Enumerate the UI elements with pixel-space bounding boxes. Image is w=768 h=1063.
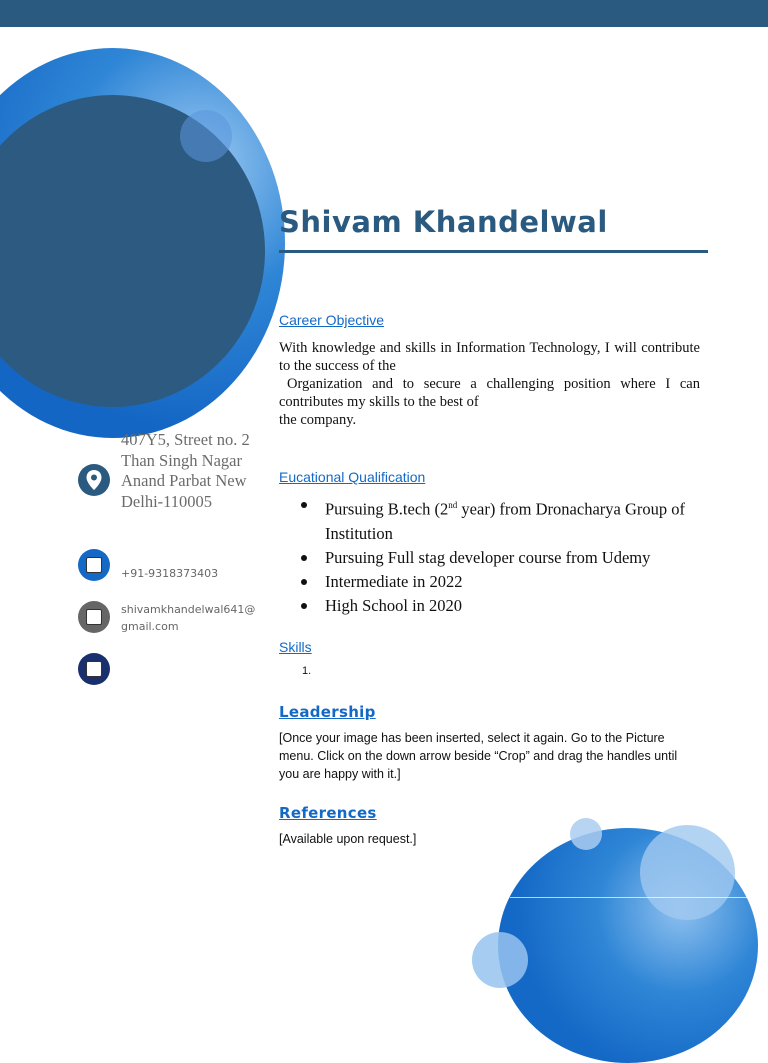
phone-icon: [78, 549, 110, 581]
objective-line: the company.: [279, 412, 357, 428]
decorative-line: [510, 897, 750, 898]
education-heading: Eucational Qualification: [279, 469, 426, 485]
education-item-text: Pursuing B.tech (2: [325, 499, 449, 519]
decorative-bubble: [180, 110, 232, 162]
superscript: nd: [448, 500, 458, 510]
objective-line: Organization and to secure a challenging position where I can contributes my skills to the best of: [279, 376, 700, 410]
education-item-text: year) from Dronacharya Group of Institution: [325, 499, 685, 543]
leadership-heading: Leadership: [279, 703, 376, 721]
web-icon: [78, 653, 110, 685]
references-heading: References: [279, 804, 377, 822]
top-bar: [0, 0, 768, 27]
phone-text: +91-9318373403: [121, 567, 219, 580]
skills-heading: Skills: [279, 639, 312, 655]
career-objective-text: [279, 339, 700, 429]
career-objective-heading: Career Objective: [279, 312, 385, 328]
location-icon: [78, 464, 110, 496]
email-text: shivamkhandelwal641@gmail.com: [121, 603, 256, 633]
list-item: Pursuing Full stag developer course from Udemy: [279, 546, 709, 570]
list-item: High School in 2020: [279, 594, 709, 618]
email-icon: [78, 601, 110, 633]
decorative-bubble: [472, 932, 528, 988]
list-item: Intermediate in 2022: [279, 570, 709, 594]
leadership-text: [Once your image has been inserted, select it again. Go to the Picture menu. Click on the down arrow beside “Crop” and drag the handles until you are happy with it.]: [279, 731, 678, 781]
objective-line: With knowledge and skills in Information Technology, I will contribute to the success of the: [279, 340, 700, 374]
name-underline: [279, 250, 708, 253]
list-item: [279, 493, 709, 546]
skills-list-number: 1.: [302, 665, 312, 677]
references-text: [Available upon request.]: [279, 832, 417, 846]
resume-name: Shivam Khandelwal: [279, 205, 608, 239]
address-text: 407Y5, Street no. 2 Than Singh Nagar Anand Parbat New Delhi-110005: [121, 430, 250, 511]
education-list: [279, 493, 709, 618]
